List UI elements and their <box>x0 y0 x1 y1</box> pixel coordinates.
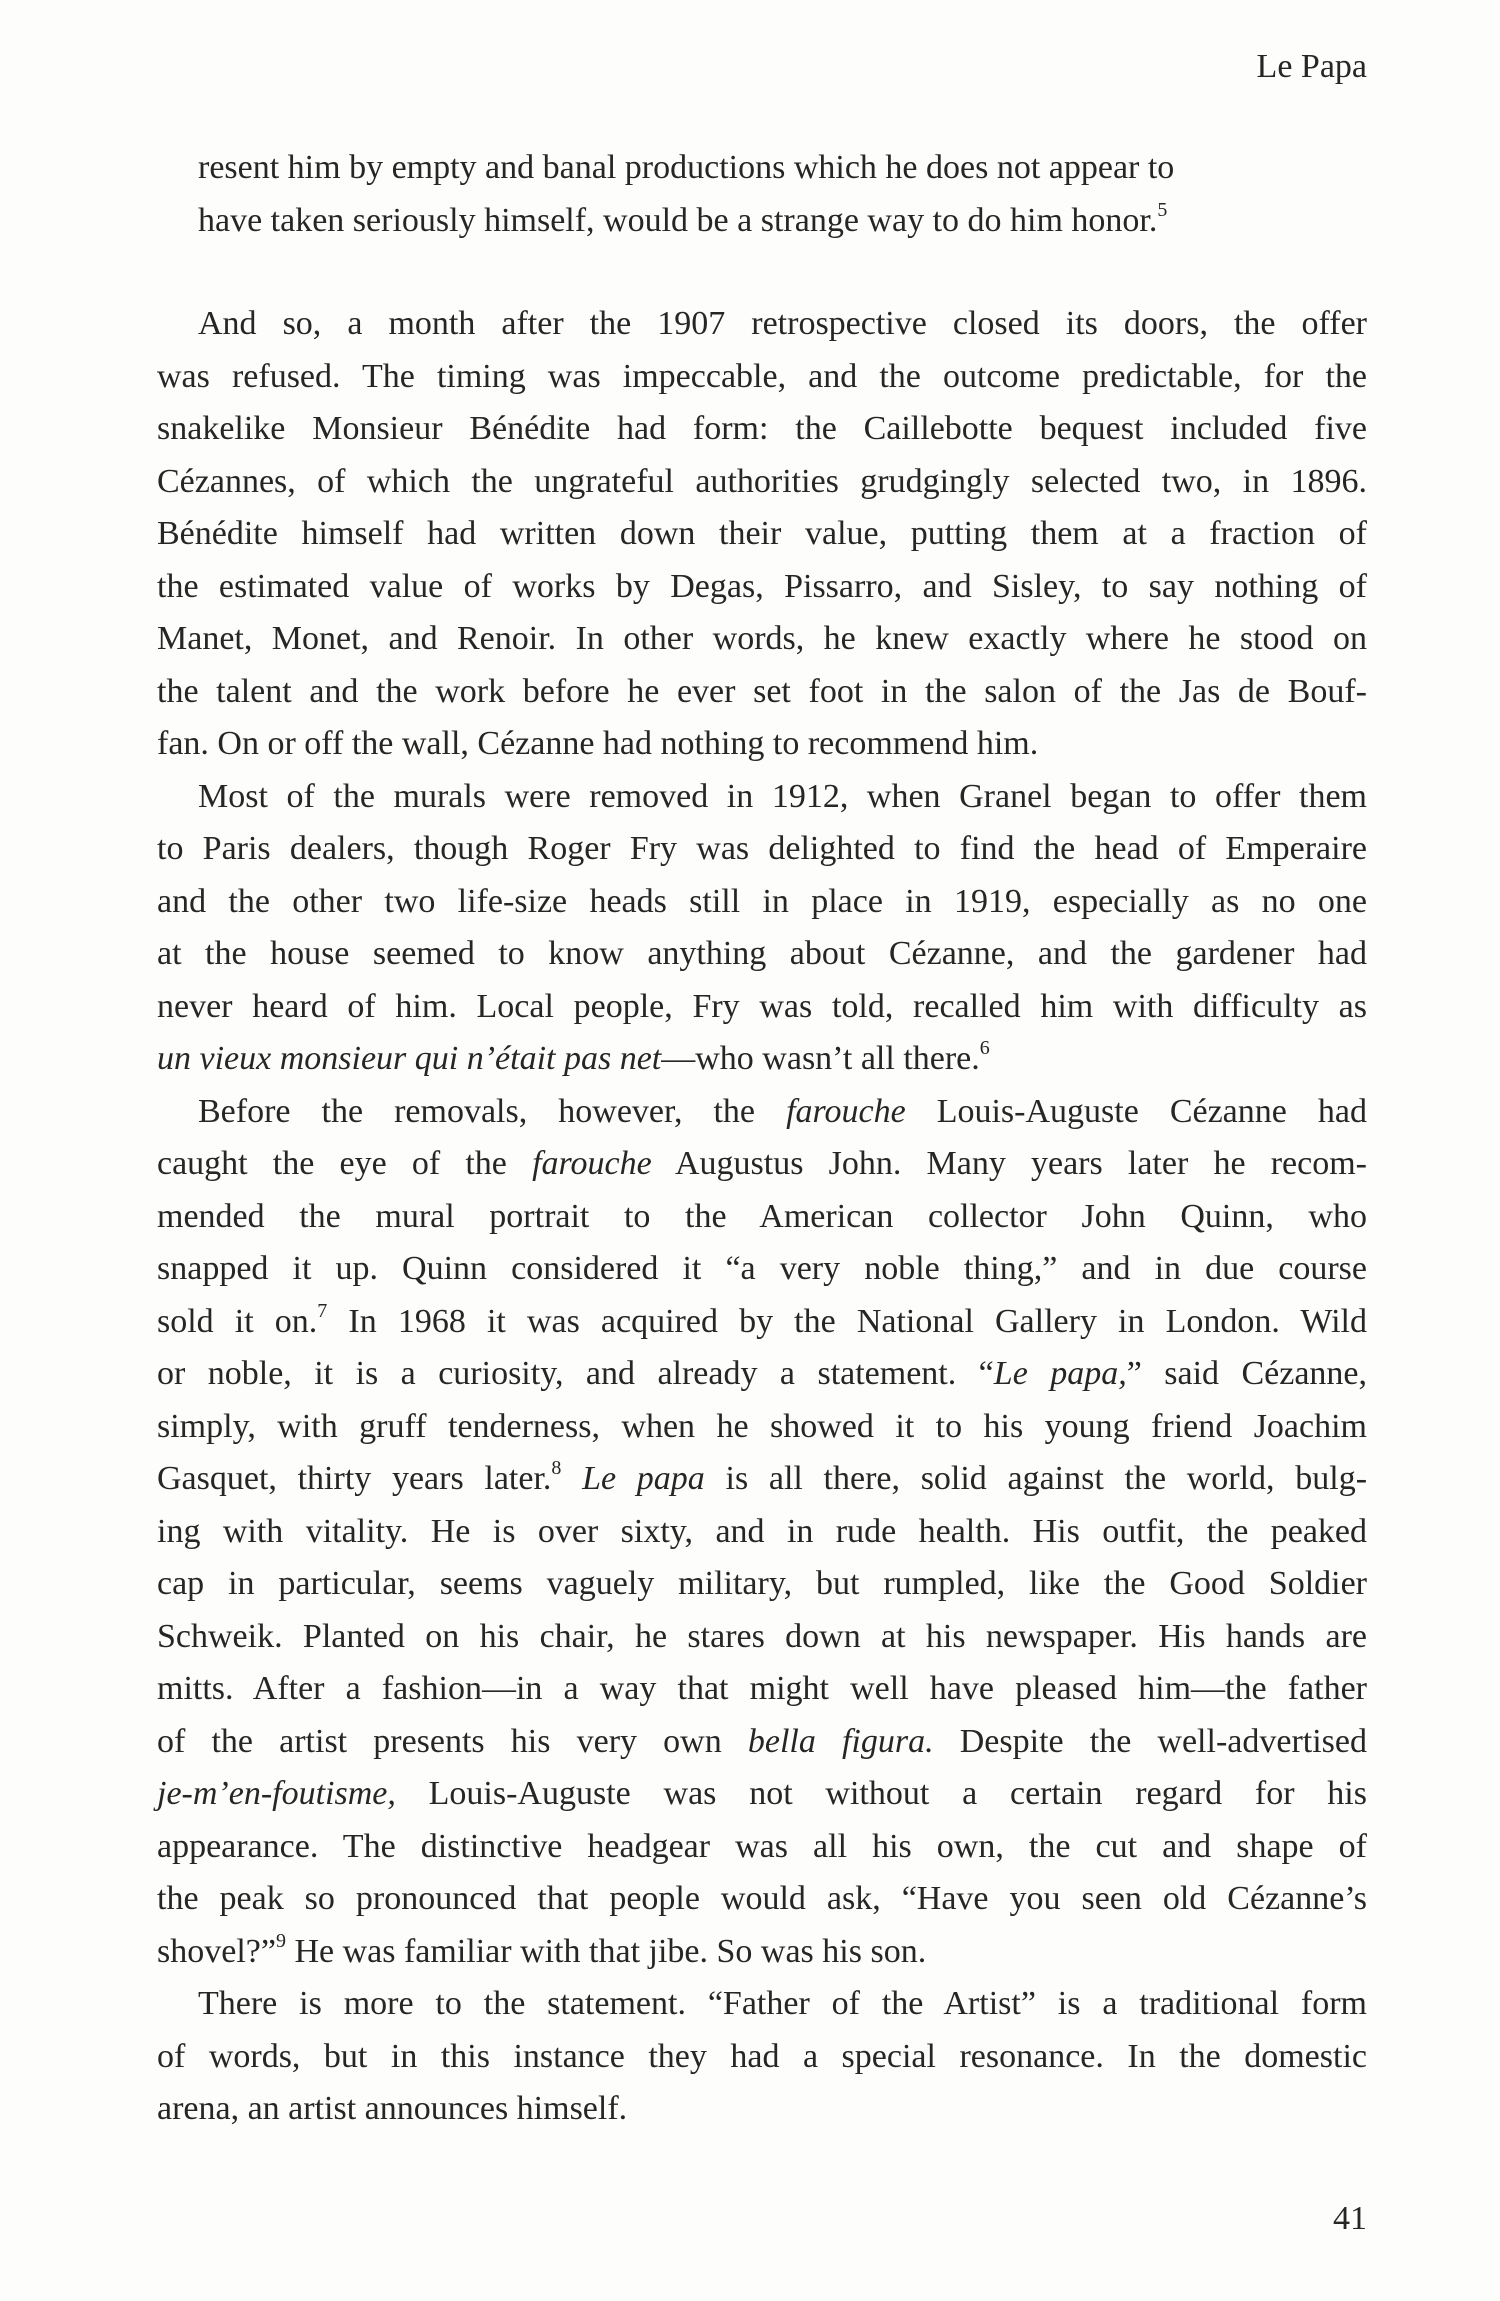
text-line <box>157 1138 1367 1191</box>
footnote-marker: 8 <box>551 1457 562 1479</box>
text-run: have taken seriously himself, would be a strange way to do him honor. <box>198 201 1158 239</box>
text-run: Despite the well-advertised <box>933 1722 1367 1760</box>
text-run: at the house seemed to know anything about Cézanne, and the gardener had <box>157 935 1367 972</box>
text-run: Schweik. Planted on his chair, he stares down at his newspaper. His hands are <box>157 1617 1367 1655</box>
text-run: Most of the murals were removed in 1912, when Granel began to offer them <box>198 777 1367 815</box>
text-line <box>157 876 1367 929</box>
text-run: mitts. After a fashion—in a way that might well have pleased him—the father <box>157 1670 1367 1707</box>
italic-text: farouche <box>786 1092 906 1130</box>
paragraph <box>157 771 1367 1086</box>
text-line <box>157 1663 1367 1716</box>
text-run: snapped it up. Quinn considered it “a very noble thing,” and in due course <box>157 1250 1367 1287</box>
text-line <box>157 1086 1367 1139</box>
text-line <box>157 718 1367 771</box>
text-run: never heard of him. Local people, Fry was told, recalled him with difficulty as <box>157 987 1367 1025</box>
text-line <box>157 1506 1367 1559</box>
text-run <box>561 1460 582 1497</box>
text-run: and the other two life-size heads still in place in 1919, especially as no one <box>157 882 1367 920</box>
text-run: And so, a month after the 1907 retrospective closed its doors, the offer <box>198 305 1367 342</box>
text-run: Bénédite himself had written down their value, putting them at a fraction of <box>157 515 1367 552</box>
text-run: caught the eye of the <box>157 1145 533 1182</box>
text-line <box>157 1926 1367 1979</box>
text-line <box>157 1191 1367 1244</box>
text-line <box>157 1768 1367 1821</box>
block-quote <box>198 142 1328 247</box>
text-run: Augustus John. Many years later he recom- <box>651 1145 1367 1182</box>
text-run: ” said Cézanne, <box>1126 1355 1367 1392</box>
text-run: mended the mural portrait to the American collector John Quinn, who <box>157 1197 1367 1235</box>
text-run: shovel?” <box>157 1932 276 1970</box>
text-line <box>157 298 1367 351</box>
footnote-marker: 6 <box>979 1037 990 1059</box>
footnote-marker: 9 <box>275 1929 286 1952</box>
italic-text: un vieux monsieur qui n’était pas net <box>157 1040 662 1077</box>
body-text <box>157 298 1367 2136</box>
text-run: In 1968 it was acquired by the National Gallery in London. Wild <box>327 1302 1367 1340</box>
footnote-marker: 5 <box>1157 198 1168 221</box>
text-run: the estimated value of works by Degas, Pissarro, and Sisley, to say nothing of <box>157 567 1367 605</box>
text-line <box>198 142 1328 195</box>
text-run: sold it on. <box>157 1302 318 1340</box>
text-run: fan. On or off the wall, Cézanne had nothing to recommend him. <box>157 725 1039 762</box>
text-run: Louis-Auguste Cézanne had <box>905 1092 1367 1130</box>
italic-text: farouche <box>532 1145 652 1182</box>
paragraph <box>157 298 1367 771</box>
text-line <box>157 1348 1367 1401</box>
text-line <box>157 1716 1367 1769</box>
text-line <box>157 981 1367 1034</box>
text-run: the peak so pronounced that people would ask, “Have you seen old Cézanne’s <box>157 1880 1367 1917</box>
text-run: cap in particular, seems vaguely military, but rumpled, like the Good Soldier <box>157 1565 1367 1602</box>
italic-text: Le papa <box>582 1460 705 1497</box>
paragraph <box>157 1978 1367 2136</box>
text-run: to Paris dealers, though Roger Fry was delighted to find the head of Emperaire <box>157 830 1367 867</box>
text-line <box>157 1033 1367 1086</box>
text-line <box>157 1243 1367 1296</box>
text-line <box>157 1453 1367 1506</box>
text-run: the talent and the work before he ever set foot in the salon of the Jas de Bouf- <box>157 672 1367 710</box>
italic-text: je-m’en-foutisme, <box>157 1775 396 1812</box>
text-line <box>157 2031 1367 2084</box>
text-line <box>157 2083 1367 2136</box>
text-run: There is more to the statement. “Father of the Artist” is a traditional form <box>198 1985 1367 2022</box>
text-run: appearance. The distinctive headgear was all his own, the cut and shape of <box>157 1827 1367 1865</box>
text-line <box>157 456 1367 509</box>
text-run: is all there, solid against the world, bulg- <box>704 1460 1368 1497</box>
text-run: arena, an artist announces himself. <box>157 2090 628 2127</box>
text-line <box>157 561 1367 614</box>
text-line <box>157 1611 1367 1664</box>
text-run: snakelike Monsieur Bénédite had form: the Caillebotte bequest included five <box>157 410 1367 447</box>
text-run: or noble, it is a curiosity, and already a statement. “ <box>157 1355 994 1392</box>
page-number: 41 <box>1333 2200 1367 2237</box>
running-header: Le Papa <box>1256 48 1367 85</box>
text-run: Louis-Auguste was not without a certain regard for his <box>395 1775 1367 1812</box>
text-line <box>157 823 1367 876</box>
text-run: Manet, Monet, and Renoir. In other words, he knew exactly where he stood on <box>157 620 1367 657</box>
text-line <box>157 1296 1367 1349</box>
text-run: of the artist presents his very own <box>157 1722 748 1760</box>
text-run: resent him by empty and banal productions which he does not appear to <box>198 149 1175 186</box>
text-run: of words, but in this instance they had a special resonance. In the domestic <box>157 2037 1367 2075</box>
footnote-marker: 7 <box>317 1299 328 1322</box>
text-line <box>157 403 1367 456</box>
text-line <box>157 1821 1367 1874</box>
text-run: Before the removals, however, the <box>198 1092 787 1130</box>
text-line <box>198 195 1328 248</box>
text-run: Gasquet, thirty years later. <box>157 1460 552 1497</box>
text-run: Cézannes, of which the ungrateful authorities grudgingly selected two, in 1896. <box>157 462 1367 500</box>
text-run: He was familiar with that jibe. So was his son. <box>285 1932 927 1970</box>
text-run: ing with vitality. He is over sixty, and in rude health. His outfit, the peaked <box>157 1512 1367 1550</box>
text-line <box>157 1558 1367 1611</box>
text-line <box>157 351 1367 404</box>
italic-text: Le papa, <box>993 1355 1127 1392</box>
text-line <box>157 508 1367 561</box>
text-line <box>157 613 1367 666</box>
text-line <box>157 771 1367 824</box>
text-run: simply, with gruff tenderness, when he showed it to his young friend Joachim <box>157 1407 1367 1445</box>
text-run: —who wasn’t all there. <box>661 1040 980 1077</box>
paragraph <box>157 1086 1367 1979</box>
text-line <box>157 1873 1367 1926</box>
italic-text: bella figura. <box>747 1722 934 1760</box>
text-line <box>157 666 1367 719</box>
text-line <box>157 1978 1367 2031</box>
text-run: was refused. The timing was impeccable, and the outcome predictable, for the <box>157 357 1367 395</box>
text-line <box>157 928 1367 981</box>
text-line <box>157 1401 1367 1454</box>
